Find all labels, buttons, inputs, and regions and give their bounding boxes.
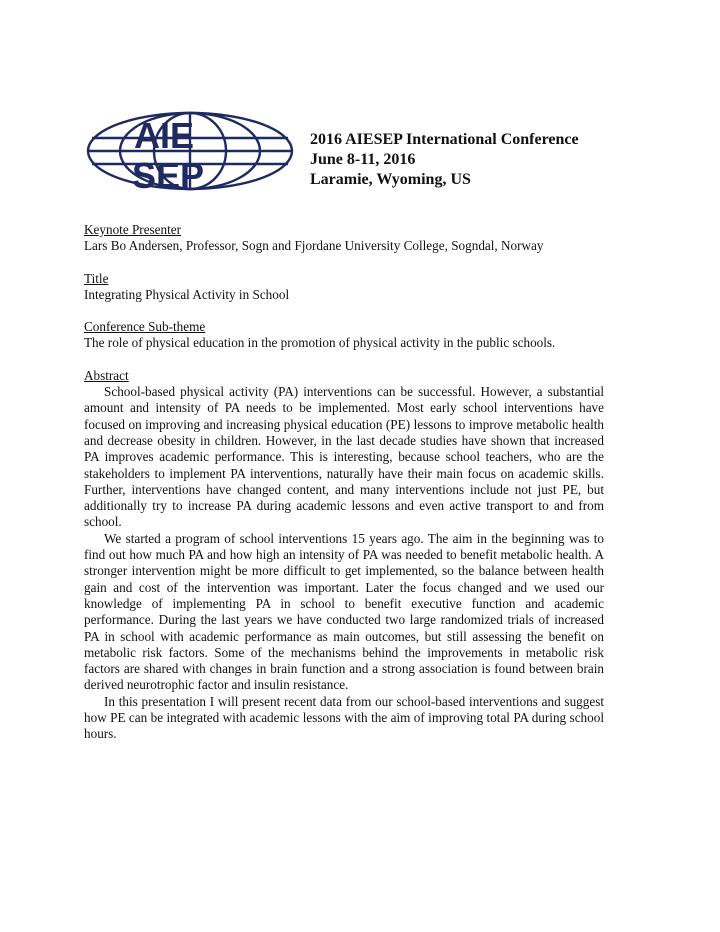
subtheme-value: The role of physical education in the promotion of physical activity in the public schools.: [84, 335, 556, 351]
subtheme-section: [84, 319, 604, 352]
abstract-paragraph-3: In this presentation I will present recent data from our school-based interventions and suggest how PE can be integrated with academic lessons with the aim of improving total PA during school hours.: [84, 693, 604, 742]
conference-info: [310, 130, 579, 190]
conference-dates: June 8-11, 2016: [310, 151, 416, 168]
title-section: [84, 271, 604, 304]
abstract-label: Abstract: [84, 367, 129, 383]
abstract-paragraph-2: We started a program of school interventions 15 years ago. The aim in the beginning was to find out how much PA and how high an intensity of PA was needed to benefit metabolic health. A stronger intervention might be more difficult to get implemented, so the balance between health gain and cost of the intervention was important. Later the focus changed and we used our knowledge of implementing PA in school to benefit executive function and academic performance. During the last years we have conducted two large randomized trials of increased PA in school with academic performance as main outcomes, but still assessing the benefit on metabolic risk factors. Some of the mechanisms behind the improvements in metabolic risk factors are shared with changes in brain function and a strong association is found between brain derived neurotrophic factor and insulin resistance.: [84, 530, 604, 693]
abstract-section: [84, 368, 604, 743]
aiesep-logo: [84, 110, 296, 192]
document-body: [84, 222, 604, 759]
title-value: Integrating Physical Activity in School: [84, 286, 290, 302]
logo-text-bottom: SEP: [132, 155, 205, 192]
header: [84, 110, 644, 200]
keynote-value: Lars Bo Andersen, Professor, Sogn and Fjordane University College, Sogndal, Norway: [84, 238, 544, 254]
conference-location: Laramie, Wyoming, US: [310, 171, 471, 188]
keynote-section: [84, 222, 604, 255]
title-label: Title: [84, 270, 109, 286]
keynote-label: Keynote Presenter: [84, 222, 182, 237]
subtheme-label: Conference Sub-theme: [84, 319, 206, 335]
conference-name: 2016 AIESEP International Conference: [310, 131, 579, 148]
abstract-paragraph-1: School-based physical activity (PA) interventions can be successful. However, a substantial amount and intensity of PA needs to be implemented. Most early school interventions have focused on improving and increasing physical education (PE) lessons to improve metabolic health and decrease obesity in children. However, in the last decade studies have shown that increased PA improves academic performance. This is interesting, because school teachers, who are the stakeholders to implement PA interventions, naturally have their main focus on academic skills. Further, interventions have changed content, and many interventions include not just PE, but additionally try to increase PA during academic lessons and even active transport to and from school.: [84, 384, 604, 530]
logo-text-top: AIE: [134, 115, 195, 156]
